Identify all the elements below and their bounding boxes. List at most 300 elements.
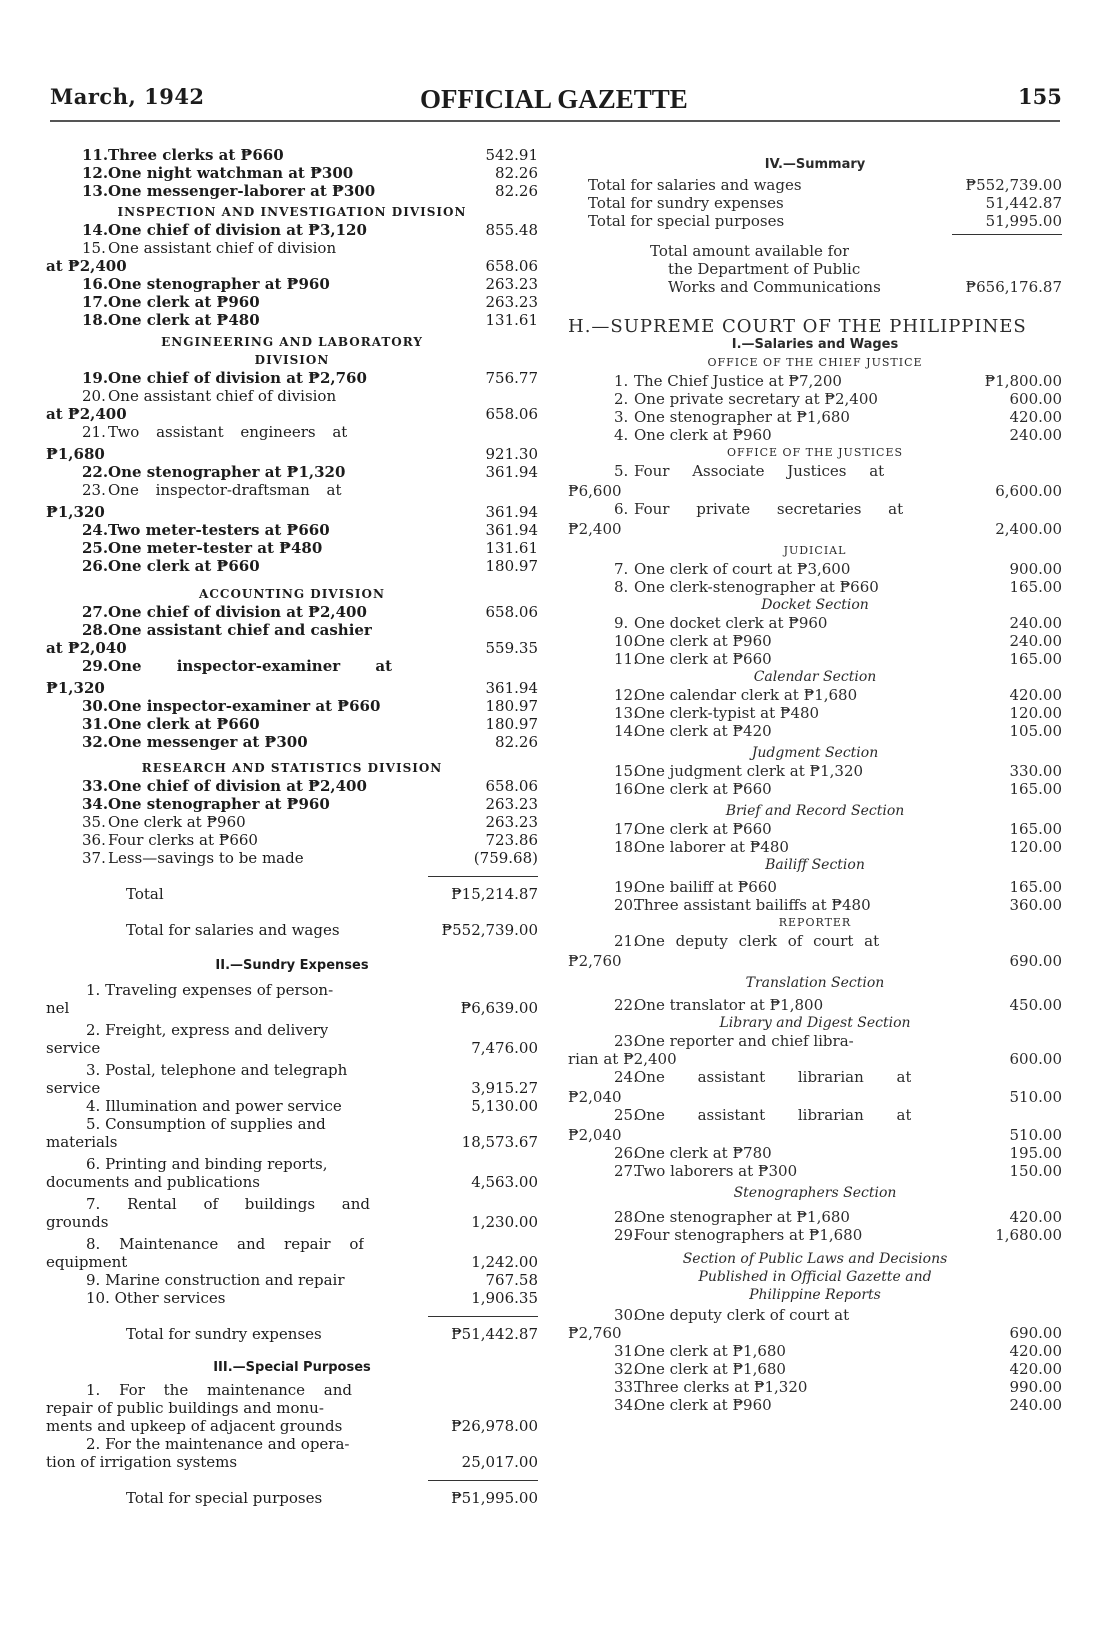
item-text: One meter-tester at ₱480: [108, 539, 323, 557]
sc-item-27: [568, 1162, 1062, 1180]
sc-item-18: [568, 838, 1062, 856]
item-text: One messenger at ₱300: [108, 733, 308, 751]
item-number: 26.: [614, 1144, 638, 1162]
sundry-10: [46, 1289, 538, 1307]
item-amount: 3,915.27: [471, 1079, 538, 1097]
item-text: One assistant chief of division: [108, 239, 337, 257]
item-text: One clerk at ₱660: [108, 715, 260, 733]
sundry-5: [46, 1115, 538, 1133]
item-text: One translator at ₱1,800: [634, 996, 824, 1014]
item-amount: 559.35: [485, 639, 538, 657]
item-37: [46, 849, 538, 867]
sc-item-28: [568, 1208, 1062, 1226]
item-text: Four clerks at ₱660: [108, 831, 258, 849]
item-28-cont: [46, 639, 538, 657]
item-number: 28.: [82, 621, 109, 639]
item-amount: 180.97: [485, 697, 538, 715]
item-number: 14.: [614, 722, 638, 740]
item-text: One clerk at ₱1,680: [634, 1342, 786, 1360]
sundry-6-cont: [46, 1173, 538, 1191]
item-number: 33.: [82, 777, 109, 795]
item-text: The Chief Justice at ₱7,200: [634, 372, 842, 390]
section-heading: REPORTER: [778, 916, 852, 929]
item-number: 5.: [614, 462, 629, 480]
item-text: One clerk at ₱960: [108, 813, 246, 831]
section-heading: Brief and Record Section: [725, 803, 905, 819]
item-text: One deputy clerk of court at: [634, 932, 880, 950]
item-number: 15.: [82, 239, 106, 257]
item-number: 18.: [614, 838, 638, 856]
sc-item-6-cont: [568, 520, 1062, 538]
section-heading: II.—Sundry Expenses: [215, 958, 369, 973]
item-amount: 756.77: [485, 369, 538, 387]
total-rule-row: [568, 230, 1062, 238]
item-number: 6.: [614, 500, 629, 518]
sc-item-3: [568, 408, 1062, 426]
item-amount: 150.00: [1009, 1162, 1062, 1180]
item-number: 37.: [82, 849, 106, 867]
sc-item-22: [568, 996, 1062, 1014]
sundry-7: [46, 1195, 538, 1213]
sundry-2: [46, 1021, 538, 1039]
sc-item-15: [568, 762, 1062, 780]
item-13: [46, 182, 538, 200]
header-rule: [50, 120, 1060, 122]
item-text: materials: [46, 1133, 118, 1151]
item-text: Two laborers at ₱300: [634, 1162, 798, 1180]
item-number: 8.: [614, 578, 629, 596]
supreme-court-heading: [568, 318, 1062, 336]
item-text: One inspector-draftsman at: [108, 481, 342, 499]
page-date: March, 1942: [50, 84, 205, 109]
sc-item-1: [568, 372, 1062, 390]
item-number: 12.: [614, 686, 638, 704]
item-amount: 420.00: [1009, 1360, 1062, 1378]
item-text: ments and upkeep of adjacent grounds: [46, 1417, 343, 1435]
total-label: Total for salaries and wages: [126, 921, 340, 939]
item-text: One docket clerk at ₱960: [634, 614, 828, 632]
total-amount: ₱51,995.00: [451, 1489, 538, 1507]
item-text: One clerk at ₱960: [634, 632, 772, 650]
item-text: documents and publications: [46, 1173, 260, 1191]
item-text: Three clerks at ₱660: [108, 146, 284, 164]
item-number: 22.: [614, 996, 638, 1014]
item-text: ₱2,760: [568, 1324, 622, 1342]
item-26: [46, 557, 538, 575]
section-heading: Docket Section: [761, 597, 869, 613]
sc-item-14: [568, 722, 1062, 740]
item-22: [46, 463, 538, 481]
item-number: 16.: [82, 275, 109, 293]
item-text: ₱2,040: [568, 1088, 622, 1106]
item-number: 27.: [82, 603, 109, 621]
item-text: One stenographer at ₱1,680: [634, 408, 850, 426]
item-amount: 361.94: [485, 521, 538, 539]
item-text: One stenographer at ₱960: [108, 795, 330, 813]
page-number: 155: [1018, 84, 1062, 109]
section-heading: DIVISION: [254, 353, 330, 367]
item-text: 3. Postal, telephone and telegraph: [86, 1061, 348, 1079]
item-text: repair of public buildings and monu-: [46, 1399, 324, 1417]
division-total: [46, 885, 538, 903]
item-text: One chief of division at ₱2,400: [108, 603, 367, 621]
section-heading: ACCOUNTING DIVISION: [199, 587, 385, 601]
section-heading: Library and Digest Section: [719, 1015, 911, 1031]
sc-item-30-cont: [568, 1324, 1062, 1342]
sc-item-4: [568, 426, 1062, 444]
item-text: One chief of division at ₱2,760: [108, 369, 367, 387]
item-text: ₱2,760: [568, 952, 622, 970]
sc-item-8: [568, 578, 1062, 596]
item-amount: 4,563.00: [471, 1173, 538, 1191]
item-34: [46, 795, 538, 813]
item-amount: 82.26: [495, 164, 538, 182]
sundry-1-cont: [46, 999, 538, 1017]
sc-item-11: [568, 650, 1062, 668]
item-15: [46, 239, 538, 257]
sc-item-31: [568, 1342, 1062, 1360]
item-text: One clerk at ₱660: [108, 557, 260, 575]
item-amount: 18,573.67: [461, 1133, 538, 1151]
item-text: 9. Marine construction and repair: [86, 1271, 345, 1289]
item-16: [46, 275, 538, 293]
item-amount: 195.00: [1009, 1144, 1062, 1162]
item-amount: 263.23: [485, 813, 538, 831]
item-amount: 330.00: [1009, 762, 1062, 780]
item-number: 16.: [614, 780, 638, 798]
item-14: [46, 221, 538, 239]
total-label: Total for sundry expenses: [126, 1325, 322, 1343]
item-text: 5. Consumption of supplies and: [86, 1115, 326, 1133]
item-31: [46, 715, 538, 733]
item-number: 27.: [614, 1162, 638, 1180]
item-amount: 165.00: [1009, 820, 1062, 838]
item-text: One clerk of court at ₱3,600: [634, 560, 851, 578]
item-text: Four private secretaries at: [634, 500, 904, 518]
item-32: [46, 733, 538, 751]
sc-item-2: [568, 390, 1062, 408]
sc-item-16: [568, 780, 1062, 798]
sc-item-17: [568, 820, 1062, 838]
section-heading: Philippine Reports: [749, 1287, 881, 1303]
special-2: [46, 1435, 538, 1453]
item-text: equipment: [46, 1253, 128, 1271]
special-1-cont: [46, 1399, 538, 1417]
publication-title: OFFICIAL GAZETTE: [420, 84, 688, 114]
section-heading: IV.—Summary: [764, 157, 866, 172]
item-text: Four stenographers at ₱1,680: [634, 1226, 863, 1244]
sundry-3: [46, 1061, 538, 1079]
item-number: 28.: [614, 1208, 638, 1226]
total-rule: [952, 234, 1062, 235]
item-number: 32.: [614, 1360, 638, 1378]
item-number: 12.: [82, 164, 109, 182]
item-18: [46, 311, 538, 329]
right-column: [568, 146, 1062, 1414]
sc-item-33: [568, 1378, 1062, 1396]
item-number: 20.: [82, 387, 106, 405]
item-amount: 658.06: [485, 777, 538, 795]
item-text: tion of irrigation systems: [46, 1453, 238, 1471]
item-text: nel: [46, 999, 70, 1017]
item-number: 17.: [82, 293, 109, 311]
item-20: [46, 387, 538, 405]
item-amount: 600.00: [1009, 390, 1062, 408]
item-number: 24.: [82, 521, 109, 539]
item-text: service: [46, 1039, 101, 1057]
item-number: 23.: [614, 1032, 638, 1050]
sundry-1: [46, 981, 538, 999]
item-text: One messenger-laborer at ₱300: [108, 182, 376, 200]
item-text: 8. Maintenance and repair of: [86, 1235, 364, 1253]
item-number: 13.: [614, 704, 638, 722]
sc-item-30: [568, 1306, 1062, 1324]
item-27: [46, 603, 538, 621]
item-text: One clerk at ₱960: [108, 293, 260, 311]
item-text: at ₱2,400: [46, 405, 127, 423]
item-amount: 240.00: [1009, 1396, 1062, 1414]
item-20-cont: [46, 405, 538, 423]
item-number: 9.: [614, 614, 629, 632]
available-3: [568, 278, 1062, 296]
sc-item-29: [568, 1226, 1062, 1244]
section-heading: Bailiff Section: [765, 857, 865, 873]
item-text: One assistant chief of division: [108, 387, 337, 405]
total-label: Total: [126, 885, 164, 903]
item-amount: 240.00: [1009, 426, 1062, 444]
item-text: One clerk-stenographer at ₱660: [634, 578, 879, 596]
item-text: the Department of Public: [668, 260, 861, 278]
sc-item-23-cont: [568, 1050, 1062, 1068]
item-amount: 420.00: [1009, 408, 1062, 426]
item-text: One clerk at ₱420: [634, 722, 772, 740]
item-number: 4.: [614, 426, 629, 444]
item-number: 30.: [614, 1306, 638, 1324]
item-17: [46, 293, 538, 311]
item-text: 1. Traveling expenses of person-: [86, 981, 334, 999]
sundry-6: [46, 1155, 538, 1173]
item-amount: 900.00: [1009, 560, 1062, 578]
item-amount: 180.97: [485, 715, 538, 733]
item-text: Total for salaries and wages: [588, 176, 802, 194]
item-number: 19.: [82, 369, 109, 387]
item-number: 35.: [82, 813, 106, 831]
sc-item-12: [568, 686, 1062, 704]
item-number: 31.: [614, 1342, 638, 1360]
item-amount: 658.06: [485, 257, 538, 275]
item-30: [46, 697, 538, 715]
item-amount: 360.00: [1009, 896, 1062, 914]
item-text: One clerk at ₱660: [634, 820, 772, 838]
item-text: One clerk-typist at ₱480: [634, 704, 820, 722]
item-amount: 165.00: [1009, 650, 1062, 668]
section-heading: Section of Public Laws and Decisions: [682, 1251, 948, 1267]
section-heading: Calendar Section: [753, 669, 877, 685]
item-12: [46, 164, 538, 182]
item-amount: 600.00: [1009, 1050, 1062, 1068]
item-amount: 361.94: [485, 679, 538, 697]
item-text: One assistant librarian at: [634, 1106, 912, 1124]
item-amount: 510.00: [1009, 1088, 1062, 1106]
item-number: 14.: [82, 221, 109, 239]
item-text: One stenographer at ₱960: [108, 275, 330, 293]
item-text: ₱1,680: [46, 445, 105, 463]
item-text: Less—savings to be made: [108, 849, 304, 867]
item-amount: 658.06: [485, 603, 538, 621]
item-text: Total amount available for: [650, 242, 850, 260]
item-29: [46, 657, 538, 675]
item-number: 22.: [82, 463, 109, 481]
item-amount: 2,400.00: [995, 520, 1062, 538]
item-number: 34.: [614, 1396, 638, 1414]
total-sundry: [46, 1325, 538, 1343]
total-rule-row: [46, 867, 538, 881]
sc-item-21: [568, 932, 1062, 950]
item-number: 29.: [614, 1226, 638, 1244]
summary-1: [568, 176, 1062, 194]
sc-item-23: [568, 1032, 1062, 1050]
item-text: One chief of division at ₱3,120: [108, 221, 367, 239]
item-35: [46, 813, 538, 831]
total-rule: [428, 876, 538, 877]
item-amount: 240.00: [1009, 614, 1062, 632]
item-amount: 51,995.00: [985, 212, 1062, 230]
item-amount: 82.26: [495, 182, 538, 200]
item-number: 31.: [82, 715, 109, 733]
item-amount: 51,442.87: [985, 194, 1062, 212]
sc-item-7: [568, 560, 1062, 578]
sc-item-24-cont: [568, 1088, 1062, 1106]
item-amount: 165.00: [1009, 878, 1062, 896]
section-title: H.—SUPREME COURT OF THE PHILIPPINES: [568, 318, 1027, 336]
item-amount: 723.86: [485, 831, 538, 849]
sc-item-26: [568, 1144, 1062, 1162]
item-amount: 420.00: [1009, 1208, 1062, 1226]
section-heading: I.—Salaries and Wages: [731, 337, 899, 352]
item-text: ₱1,320: [46, 679, 105, 697]
item-15-cont: [46, 257, 538, 275]
item-amount: 1,680.00: [995, 1226, 1062, 1244]
special-1: [46, 1381, 538, 1399]
section-heading: OFFICE OF THE CHIEF JUSTICE: [707, 356, 923, 369]
item-amount: 131.61: [485, 311, 538, 329]
item-text: rian at ₱2,400: [568, 1050, 677, 1068]
item-number: 21.: [614, 932, 638, 950]
item-number: 1.: [614, 372, 629, 390]
total-rule: [428, 1316, 538, 1317]
item-number: 7.: [614, 560, 629, 578]
section-heading: RESEARCH AND STATISTICS DIVISION: [141, 761, 443, 775]
special-2-cont: [46, 1453, 538, 1471]
item-amount: 180.97: [485, 557, 538, 575]
total-rule-row: [46, 1471, 538, 1485]
item-text: 7. Rental of buildings and: [86, 1195, 370, 1213]
item-text: One stenographer at ₱1,320: [108, 463, 346, 481]
sc-item-24: [568, 1068, 1062, 1086]
total-rule: [428, 1480, 538, 1481]
item-number: 32.: [82, 733, 109, 751]
item-text: One judgment clerk at ₱1,320: [634, 762, 864, 780]
sc-item-20: [568, 896, 1062, 914]
item-number: 2.: [614, 390, 629, 408]
item-amount: 120.00: [1009, 838, 1062, 856]
item-amount: 990.00: [1009, 1378, 1062, 1396]
summary-2: [568, 194, 1062, 212]
item-number: 18.: [82, 311, 109, 329]
item-amount: 7,476.00: [471, 1039, 538, 1057]
item-amount: 1,230.00: [471, 1213, 538, 1231]
sc-item-6: [568, 500, 1062, 518]
item-text: One inspector-examiner at: [108, 657, 393, 675]
item-text: Three clerks at ₱1,320: [634, 1378, 808, 1396]
item-amount: 855.48: [485, 221, 538, 239]
sc-item-10: [568, 632, 1062, 650]
item-text: One reporter and chief libra-: [634, 1032, 854, 1050]
item-21-cont: [46, 445, 538, 463]
total-special: [46, 1489, 538, 1507]
item-text: at ₱2,400: [46, 257, 127, 275]
item-amount: 82.26: [495, 733, 538, 751]
item-amount: 510.00: [1009, 1126, 1062, 1144]
item-text: One assistant chief and cashier: [108, 621, 372, 639]
item-amount: ₱26,978.00: [451, 1417, 538, 1435]
item-text: One calendar clerk at ₱1,680: [634, 686, 858, 704]
total-amount: ₱15,214.87: [451, 885, 538, 903]
section-heading: Stenographers Section: [733, 1185, 897, 1201]
item-text: One deputy clerk of court at: [634, 1306, 850, 1324]
item-amount: 6,600.00: [995, 482, 1062, 500]
section-heading: JUDICIAL: [783, 544, 847, 557]
item-number: 33.: [614, 1378, 638, 1396]
item-amount: 240.00: [1009, 632, 1062, 650]
item-amount: 361.94: [485, 503, 538, 521]
item-19: [46, 369, 538, 387]
item-amount: 25,017.00: [461, 1453, 538, 1471]
item-amount: 420.00: [1009, 1342, 1062, 1360]
section-heading: Published in Official Gazette and: [698, 1269, 932, 1285]
special-1-cont2: [46, 1417, 538, 1435]
sc-item-5-cont: [568, 482, 1062, 500]
item-text: One assistant librarian at: [634, 1068, 912, 1086]
item-amount: 131.61: [485, 539, 538, 557]
item-text: 6. Printing and binding reports,: [86, 1155, 328, 1173]
item-amount: 263.23: [485, 275, 538, 293]
item-number: 15.: [614, 762, 638, 780]
total-salaries: [46, 921, 538, 939]
item-text: 4. Illumination and power service: [86, 1097, 342, 1115]
item-text: One clerk at ₱480: [108, 311, 260, 329]
section-heading: ENGINEERING AND LABORATORY: [161, 335, 423, 349]
item-11: [46, 146, 538, 164]
item-text: One laborer at ₱480: [634, 838, 789, 856]
item-text: ₱2,400: [568, 520, 622, 538]
item-text: One private secretary at ₱2,400: [634, 390, 878, 408]
item-text: Three assistant bailiffs at ₱480: [634, 896, 871, 914]
total-rule-row: [46, 1307, 538, 1321]
item-text: ₱1,320: [46, 503, 105, 521]
item-number: 11.: [82, 146, 109, 164]
item-28: [46, 621, 538, 639]
item-text: Four Associate Justices at: [634, 462, 885, 480]
item-amount: ₱6,639.00: [460, 999, 538, 1017]
item-number: 29.: [82, 657, 109, 675]
item-text: One clerk at ₱660: [634, 650, 772, 668]
total-amount: ₱51,442.87: [451, 1325, 538, 1343]
item-text: One clerk at ₱960: [634, 426, 772, 444]
item-amount: 1,242.00: [471, 1253, 538, 1271]
item-text: 2. For the maintenance and opera-: [86, 1435, 350, 1453]
sc-item-13: [568, 704, 1062, 722]
